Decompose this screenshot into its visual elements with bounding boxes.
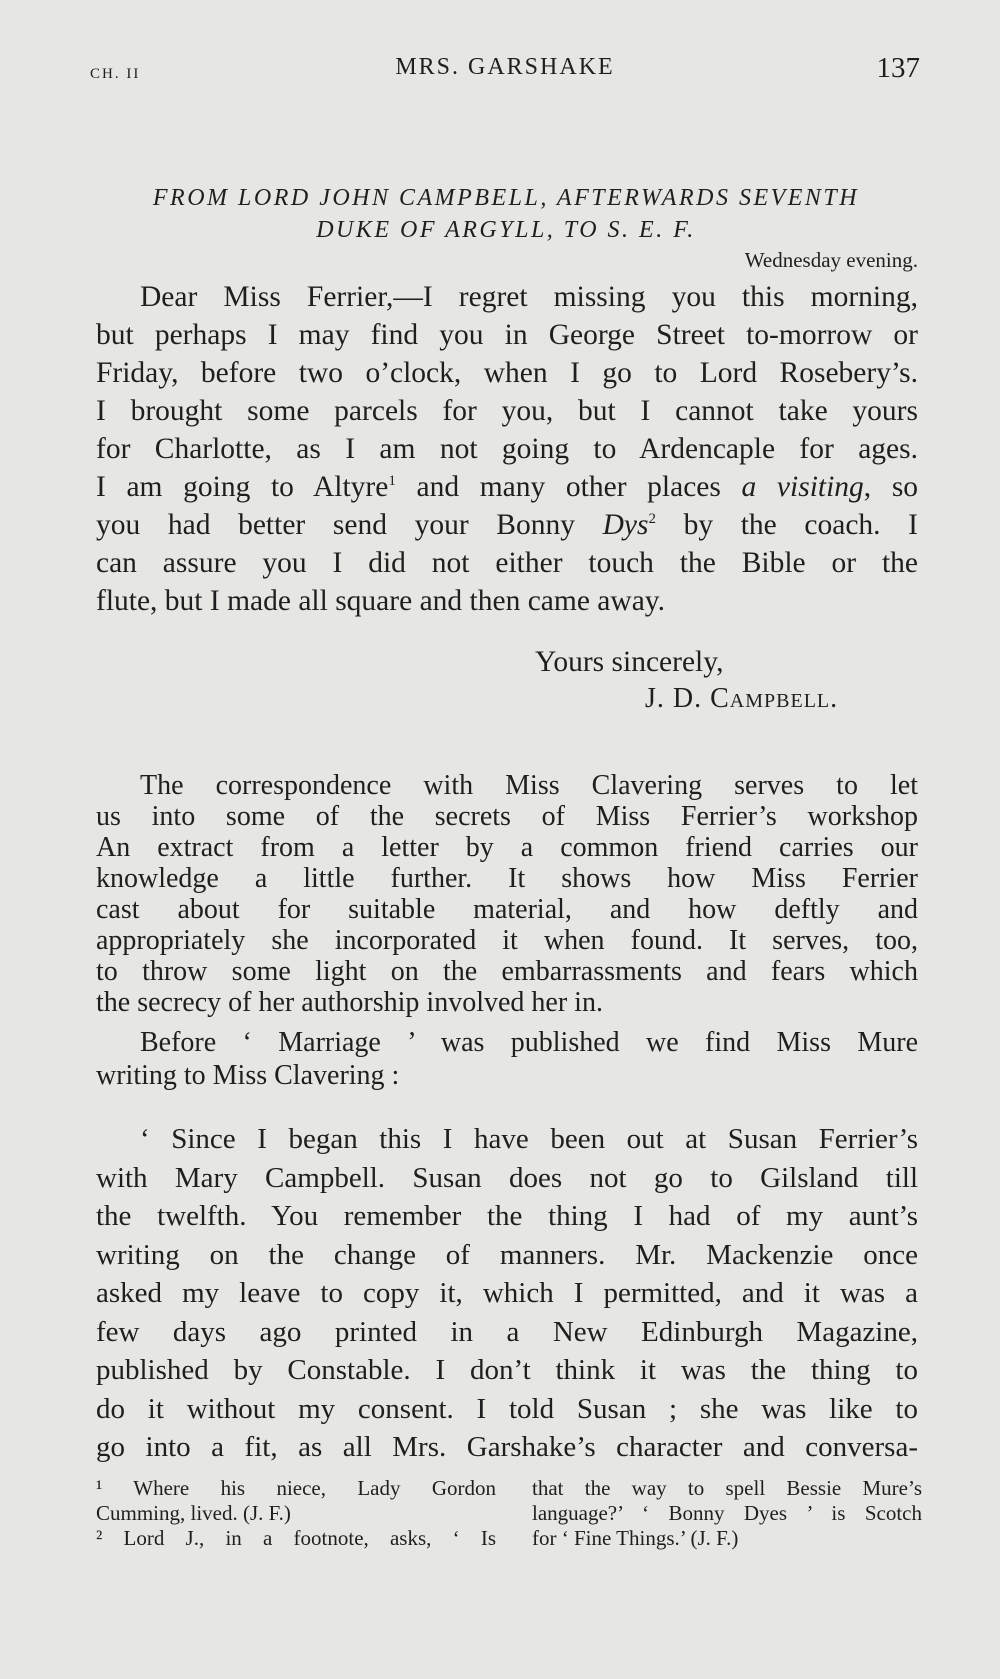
signature-initials: J. D. [645,683,703,714]
letter-heading-line-1: FROM LORD JOHN CAMPBELL, AFTERWARDS SEVENTH [152,185,860,211]
quote-line: published by Constable. I don’t think it was the thing to [96,1354,918,1386]
letter-line: Friday, before two o’clock, when I go to Lord Rosebery’s. [96,357,918,389]
footnote-column-left [96,1476,496,1551]
footnote-ref: 1 [388,473,396,490]
paragraph-line: Before ‘ Marriage ’ was published we find Miss Mure [140,1027,918,1058]
footnote-line: ² Lord J., in a footnote, asks, ‘ Is [96,1526,496,1550]
paragraph-2 [96,1026,918,1092]
letter-signoff: Yours sincerely, [535,646,724,678]
letter-heading [96,182,916,246]
footnote-line: language?’ ‘ Bonny Dyes ’ is Scotch [532,1501,922,1525]
quote-line: with Mary Campbell. Susan does not go to Gilsland till [96,1161,918,1194]
letter-heading-line-2: DUKE OF ARGYLL, TO S. E. F. [316,217,696,243]
letter-line: I brought some parcels for you, but I cannot take yours [96,395,918,427]
letter-text-segment: by the coach. I [683,509,918,541]
letter-text-segment: I am going to Altyre [96,471,389,503]
signature-name: Campbell. [710,683,839,714]
paragraph-line: us into some of the secrets of Miss Ferrier’s workshop [96,801,918,832]
letter-line: but perhaps I may find you in George Street to-morrow or [96,319,918,351]
footnote-column-right [532,1476,922,1551]
running-title: MRS. GARSHAKE [395,54,615,80]
letter-line-composite [96,506,918,544]
quote-line: do it without my consent. I told Susan ; she was like to [96,1392,918,1425]
letter-italic-segment: Dys [602,509,649,541]
footnote-line: ¹ Where his niece, Lady Gordon [96,1476,496,1500]
quote-line: few days ago printed in a New Edinburgh Magazine, [96,1315,918,1348]
footnote-line: Cumming, lived. (J. F.) [96,1501,291,1525]
letter-italic-segment: a visiting [741,471,864,503]
footnote-line: for ‘ Fine Things.’ (J. F.) [532,1526,739,1550]
quote-line: ‘ Since I began this I have been out at Susan Ferrier’s [140,1123,918,1155]
quote-line: the twelfth. You remember the thing I had of my aunt’s [96,1200,918,1232]
paragraph-line: knowledge a little further. It shows how Miss Ferrier [96,863,918,894]
quote-line: asked my leave to copy it, which I permitted, and it was a [96,1277,918,1309]
letter-text-segment: and many other places [416,471,721,503]
paragraph-line: appropriately she incorporated it when found. It serves, too, [96,925,918,956]
footnote-ref: 2 [648,511,656,528]
paragraph-line: An extract from a letter by a common friend carries our [96,832,918,863]
page-number: 137 [876,52,920,84]
paragraph-line: the secrecy of her authorship involved her in. [96,987,603,1018]
letter-line: Dear Miss Ferrier,—I regret missing you this morning, [140,281,918,313]
letter-line: for Charlotte, as I am not going to Ardencaple for ages. [96,433,918,465]
paragraph-line: The correspondence with Miss Clavering serves to let [140,770,918,801]
letter-text-segment: , so [863,471,919,503]
letter-signature [645,683,838,715]
letter-dateline: Wednesday evening. [744,248,918,272]
quote-line: go into a fit, as all Mrs. Garshake’s character and conversa- [96,1431,918,1463]
quote-line: writing on the change of manners. Mr. Mackenzie once [96,1238,918,1271]
letter-line: flute, but I made all square and then came away. [96,585,665,617]
chapter-label: CH. II [90,66,141,82]
paragraph-line: writing to Miss Clavering : [96,1060,400,1091]
paragraph-1 [96,770,918,1018]
letter-text-segment: you had better send your Bonny [96,509,575,541]
running-header [90,52,920,92]
letter-line-composite [96,468,918,506]
letter-line: can assure you I did not either touch the Bible or the [96,547,918,579]
letter-body [96,278,918,620]
footnote-line: that the way to spell Bessie Mure’s [532,1476,922,1500]
paragraph-line: to throw some light on the embarrassments and fears which [96,956,918,987]
paragraph-line: cast about for suitable material, and how deftly and [96,894,918,925]
quoted-letter [96,1120,918,1467]
